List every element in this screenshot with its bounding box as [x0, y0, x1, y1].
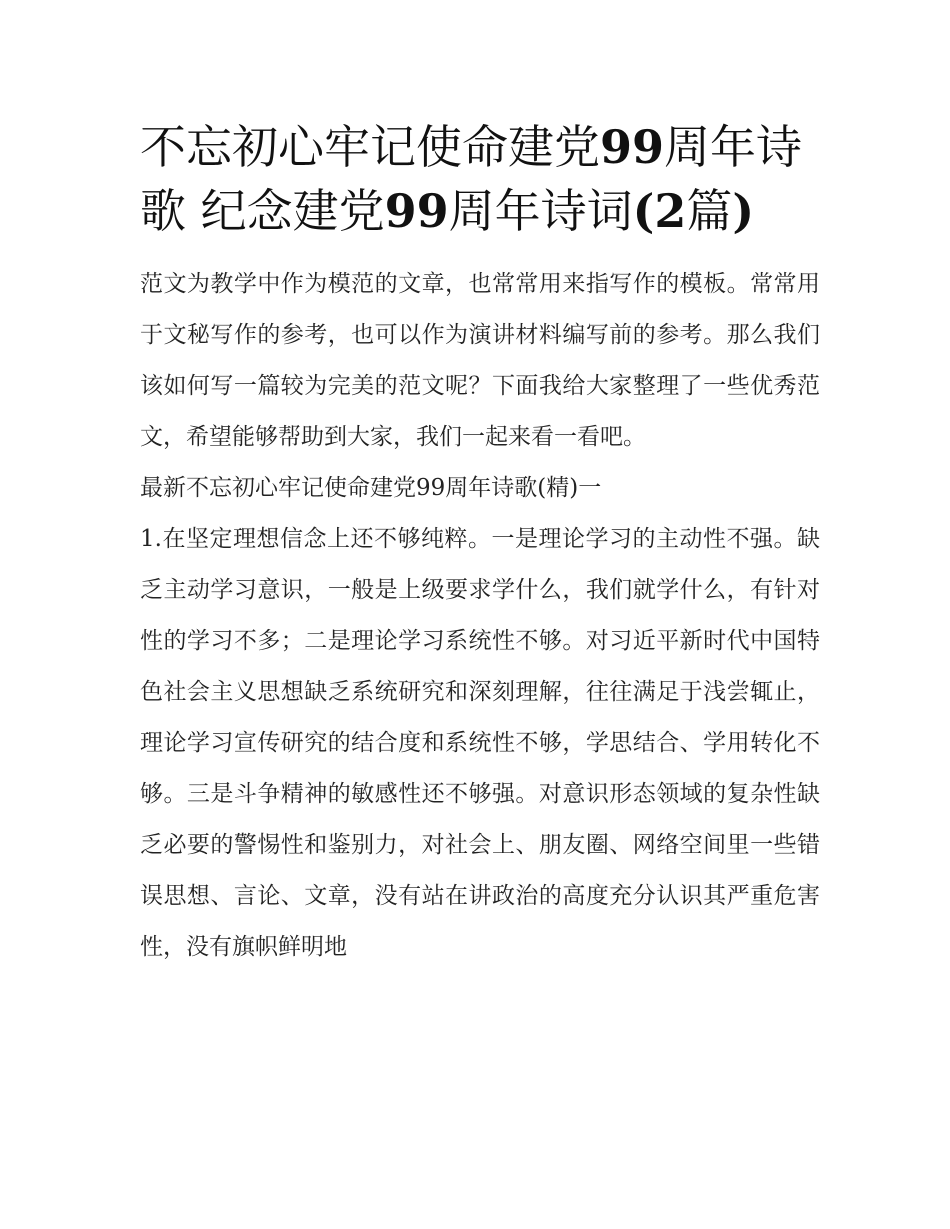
title-part: 不忘初心牢记使命建党 — [140, 120, 600, 174]
document-title — [140, 115, 820, 243]
document-body — [140, 259, 820, 973]
intro-paragraph: 范文为教学中作为模范的文章，也常常用来指写作的模板。常常用于文秘写作的参考，也可以作为演讲材料编写前的参考。那么我们该如何写一篇较为完美的范文呢？下面我给大家整理了一些优秀范文，希望能够帮助到大家，我们一起来看一看吧。 — [140, 271, 820, 450]
title-part: 99 — [384, 184, 449, 238]
title-part: 周年诗词 — [448, 184, 633, 238]
section-heading: 最新不忘初心牢记使命建党99周年诗歌(精)一 — [140, 475, 602, 501]
title-part: 99 — [600, 120, 665, 174]
title-part: (2 — [632, 184, 687, 238]
title-part: 篇 — [686, 184, 733, 238]
document-page — [140, 115, 820, 973]
title-part: ) — [732, 184, 755, 238]
title-part: 周年诗歌 纪念建党 — [140, 120, 803, 238]
body-paragraph: 1.在坚定理想信念上还不够纯粹。一是理论学习的主动性不强。缺乏主动学习意识，一般是上级要求学什么，我们就学什么，有针对性的学习不多；二是理论学习系统性不够。对习近平新时代中国特色社会主义思想缺乏系统研究和深刻理解，往往满足于浅尝辄止，理论学习宣传研究的结合度和系统性不够，学思结合、学用转化不够。三是斗争精神的敏感性还不够强。对意识形态领域的复杂性缺乏必要的警惕性和鉴别力，对社会上、朋友圈、网络空间里一些错误思想、言论、文章，没有站在讲政治的高度充分认识其严重危害性，没有旗帜鲜明地 — [140, 526, 820, 960]
